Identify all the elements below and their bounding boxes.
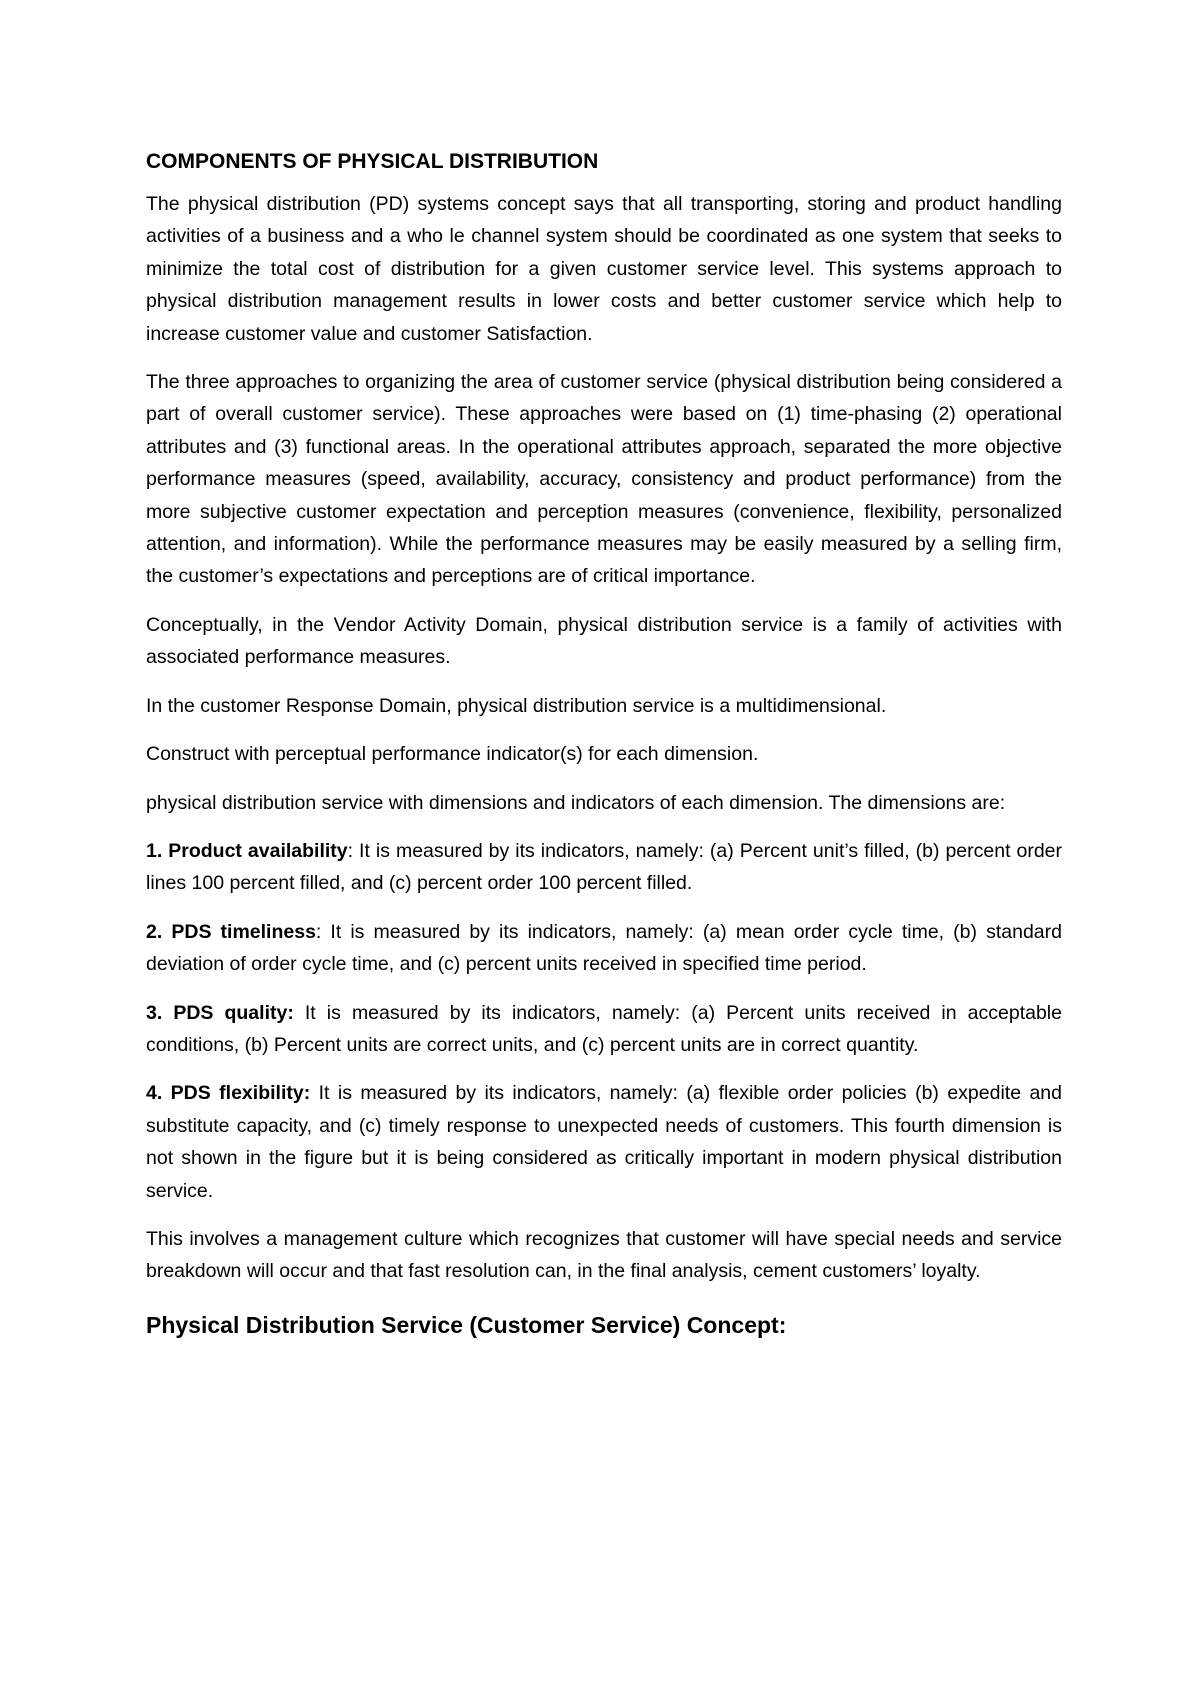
dimension-text: It is measured by its indicators, namely: (a) flexible order policies (b) expedite and substitute capacity, and (c) timely response to unexpected needs of customers. This fourth dimension is not shown in the figure but it is being considered as critically important in modern physical distribution service.	[146, 1082, 1062, 1202]
dimension-item	[146, 1077, 1062, 1207]
dimension-item	[146, 916, 1062, 981]
section-subheading: Physical Distribution Service (Customer Service) Concept:	[146, 1311, 787, 1338]
paragraph-management-culture: This involves a management culture which recognizes that customer will have special needs and service breakdown will occur and that fast resolution can, in the final analysis, cement customers’ loyalty.	[146, 1227, 1062, 1283]
dimension-item	[146, 997, 1062, 1062]
dimension-text: It is measured by its indicators, namely: (a) Percent units received in acceptable conditions, (b) Percent units are correct units, and (c) percent units are in correct quantity.	[146, 1001, 1062, 1056]
paragraph-three-approaches: The three approaches to organizing the area of customer service (physical distribution being considered a part of overall customer service). These approaches were based on (1) time-phasing (2) operational attributes and (3) functional areas. In the operational attributes approach, separated the more objective performance measures (speed, availability, accuracy, consistency and product performance) from the more subjective customer expectation and perception measures (convenience, flexibility, personalized attention, and information). While the performance measures may be easily measured by a selling firm, the customer’s expectations and perceptions are of critical importance.	[146, 371, 1062, 588]
dimension-label: 1. Product availability	[146, 839, 348, 862]
paragraph-vendor-activity-domain: Conceptually, in the Vendor Activity Domain, physical distribution service is a family of activities with associated performance measures.	[146, 613, 1062, 669]
dimension-text: : It is measured by its indicators, namely: (a) mean order cycle time, (b) standard deviation of order cycle time, and (c) percent units received in specified time period.	[146, 920, 1062, 976]
dimension-text: : It is measured by its indicators, namely: (a) Percent unit’s filled, (b) percent order lines 100 percent filled, and (c) percent order 100 percent filled.	[146, 839, 1062, 895]
paragraph-pd-systems-concept: The physical distribution (PD) systems concept says that all transporting, storing and product handling activities of a business and a who le channel system should be coordinated as one system that seeks to minimize the total cost of distribution for a given customer service level. This systems approach to physical distribution management results in lower costs and better customer service which help to increase customer value and customer Satisfaction.	[146, 193, 1062, 345]
dimension-label: 4. PDS flexibility:	[146, 1082, 311, 1105]
paragraph-dimensions-intro: physical distribution service with dimensions and indicators of each dimension. The dimensions are:	[146, 791, 1006, 814]
page-title: COMPONENTS OF PHYSICAL DISTRIBUTION	[146, 150, 599, 173]
paragraph-customer-response-domain: In the customer Response Domain, physical distribution service is a multidimensional.	[146, 694, 887, 717]
dimension-label: 3. PDS quality:	[146, 1001, 294, 1024]
document-page	[146, 146, 1062, 1342]
dimension-item	[146, 835, 1062, 900]
dimension-label: 2. PDS timeliness	[146, 920, 316, 943]
paragraph-construct: Construct with perceptual performance indicator(s) for each dimension.	[146, 743, 759, 766]
